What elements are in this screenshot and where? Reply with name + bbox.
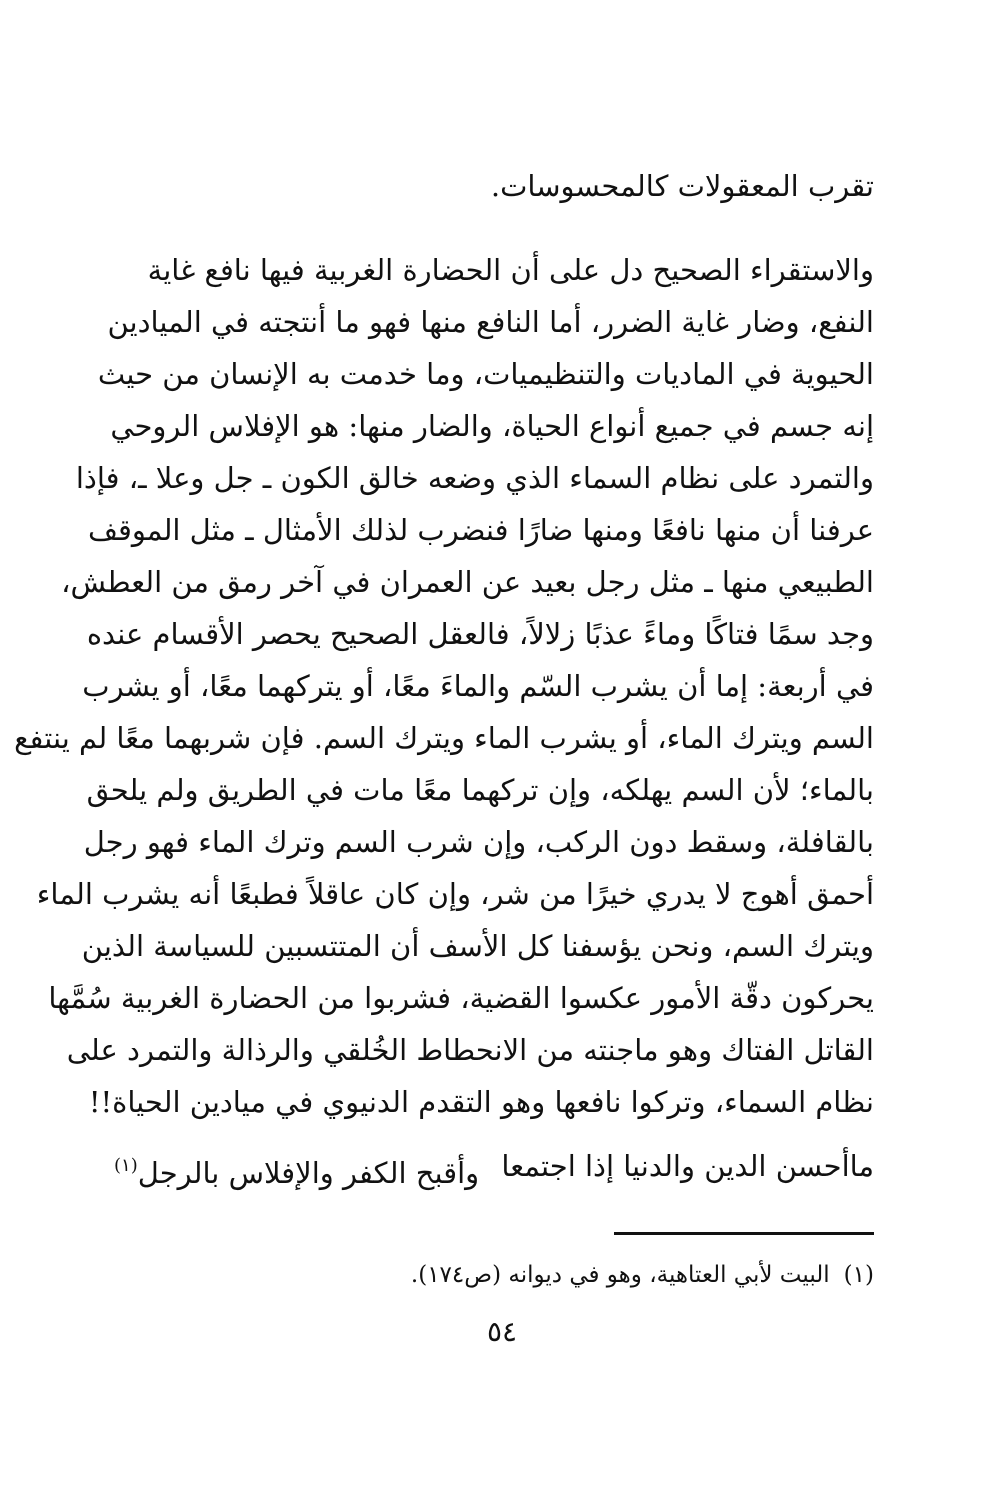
paragraph-line: الطبيعي منها ـ مثل رجل بعيد عن العمران في آخر رمق من العطش، <box>61 565 874 599</box>
paragraph-line: السم ويترك الماء، أو يشرب الماء ويترك السم. فإن شربهما معًا لم ينتفع <box>14 721 874 755</box>
paragraph-line: القاتل الفتاك وهو ماجنته من الانحطاط الخُلقي والرذالة والتمرد على <box>66 1033 874 1067</box>
paragraph-line: في أربعة: إما أن يشرب السّم والماءَ معًا، أو يتركهما معًا، أو يشرب <box>82 669 874 703</box>
footnote-text: البيت لأبي العتاهية، وهو في ديوانه (ص١٧٤). <box>410 1262 830 1288</box>
paragraph-line: عرفنا أن منها نافعًا ومنها ضارًا فنضرب لذلك الأمثال ـ مثل الموقف <box>87 513 874 547</box>
paragraph-line: يحركون دقّة الأمور عكسوا القضية، فشربوا من الحضارة الغربية سُمَّها <box>48 981 874 1015</box>
page-number: ٥٤ <box>486 1315 518 1348</box>
verse-second-hemistich <box>114 1140 479 1199</box>
paragraph-line: أحمق أهوج لا يدري خيرًا من شر، وإن كان عاقلاً فطبعًا أنه يشرب الماء <box>36 877 874 911</box>
paragraph-line: بالقافلة، وسقط دون الركب، وإن شرب السم وترك الماء فهو رجل <box>83 825 874 859</box>
paragraph-line: النفع، وضار غاية الضرر، أما النافع منها فهو ما أنتجته في الميادين <box>107 305 874 339</box>
paragraph-line: وجد سمًا فتاكًا وماءً عذبًا زلالاً، فالعقل الصحيح يحصر الأقسام عنده <box>86 617 874 651</box>
poetry-verse <box>114 1140 874 1199</box>
verse-second-hemistich-text: وأقبح الكفر والإفلاس بالرجل <box>137 1156 480 1190</box>
paragraph-line: نظام السماء، وتركوا نافعها وهو التقدم الدنيوي في ميادين الحياة!! <box>88 1085 874 1119</box>
verse-first-hemistich <box>501 1140 874 1199</box>
paragraph-line: إنه جسم في جميع أنواع الحياة، والضار منها: هو الإفلاس الروحي <box>110 409 874 443</box>
footnote-number: (١) <box>843 1262 874 1288</box>
paragraph-line: الحيوية في الماديات والتنظيميات، وما خدمت به الإنسان من حيث <box>97 357 874 391</box>
footnote <box>411 1255 874 1295</box>
paragraph-line: والتمرد على نظام السماء الذي وضعه خالق الكون ـ جل وعلا ـ، فإذا <box>75 461 874 495</box>
paragraph-line: بالماء؛ لأن السم يهلكه، وإن تركهما معًا مات في الطريق ولم يلحق <box>86 773 874 807</box>
paragraph-line: ويترك السم، ونحن يؤسفنا كل الأسف أن المتتسبين للسياسة الذين <box>81 929 874 963</box>
footnote-reference: (١) <box>114 1155 138 1176</box>
paragraph-line: والاستقراء الصحيح دل على أن الحضارة الغربية فيها نافع غاية <box>147 253 874 287</box>
verse-first-hemistich-text: ماأحسن الدين والدنيا إذا اجتمعا <box>501 1149 874 1183</box>
opening-line: تقرب المعقولات كالمحسوسات. <box>490 169 874 203</box>
footnote-separator <box>614 1232 874 1235</box>
